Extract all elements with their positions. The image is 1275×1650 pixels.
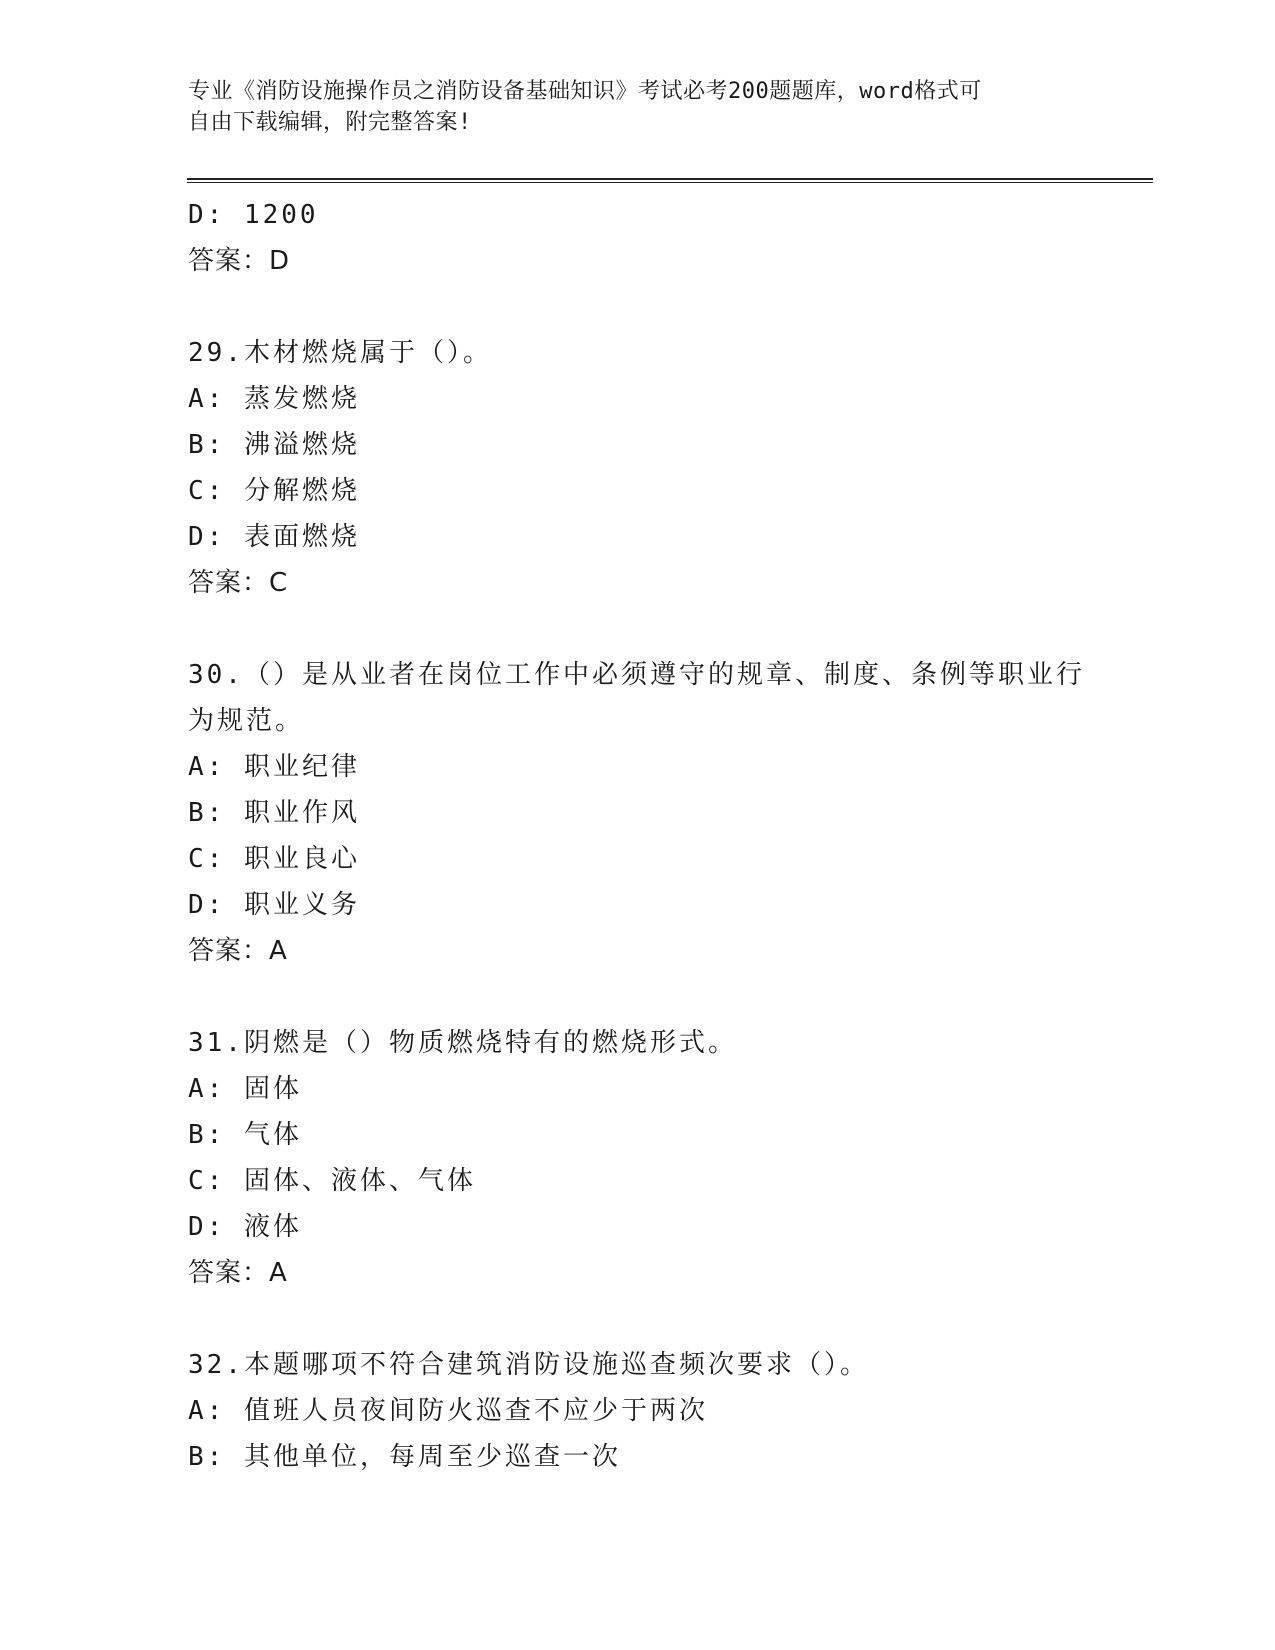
spacer bbox=[188, 1296, 1088, 1342]
option-c: C: 职业良心 bbox=[188, 844, 360, 874]
option-a: A: 固体 bbox=[188, 1074, 302, 1104]
spacer bbox=[188, 974, 1088, 1020]
option-d: D: 液体 bbox=[188, 1212, 302, 1242]
answer: 答案：A bbox=[188, 1258, 288, 1288]
prev-answer: 答案：D bbox=[188, 246, 291, 276]
option-b: B: 气体 bbox=[188, 1120, 302, 1150]
question-stem-line-2: 为规范。 bbox=[188, 706, 305, 736]
question-30 bbox=[188, 652, 1088, 974]
option-c: C: 固体、液体、气体 bbox=[188, 1166, 476, 1196]
option-d: D: 职业义务 bbox=[188, 890, 360, 920]
question-31 bbox=[188, 1020, 1088, 1296]
option-d: D: 表面燃烧 bbox=[188, 522, 360, 552]
question-stem-line-1: 30.（）是从业者在岗位工作中必须遵守的规章、制度、条例等职业行 bbox=[188, 660, 1085, 690]
option-a: A: 职业纪律 bbox=[188, 752, 360, 782]
question-list bbox=[188, 192, 1088, 1480]
option-a: A: 值班人员夜间防火巡查不应少于两次 bbox=[188, 1396, 708, 1426]
header-line-1: 专业《消防设施操作员之消防设备基础知识》考试必考200题题库，word格式可 bbox=[188, 79, 982, 104]
option-b: B: 其他单位，每周至少巡查一次 bbox=[188, 1442, 621, 1472]
spacer bbox=[188, 606, 1088, 652]
question-32 bbox=[188, 1342, 1088, 1480]
answer: 答案：C bbox=[188, 568, 289, 598]
header-line-2: 自由下载编辑，附完整答案! bbox=[188, 110, 472, 135]
question-29 bbox=[188, 330, 1088, 606]
spacer bbox=[188, 284, 1088, 330]
option-b: B: 职业作风 bbox=[188, 798, 360, 828]
document-header bbox=[188, 76, 1088, 138]
option-a: A: 蒸发燃烧 bbox=[188, 384, 360, 414]
option-c: C: 分解燃烧 bbox=[188, 476, 360, 506]
header-divider bbox=[187, 178, 1153, 183]
question-stem: 32.本题哪项不符合建筑消防设施巡查频次要求（）。 bbox=[188, 1350, 869, 1380]
answer: 答案：A bbox=[188, 936, 288, 966]
option-b: B: 沸溢燃烧 bbox=[188, 430, 360, 460]
prev-option-d: D: 1200 bbox=[188, 200, 319, 230]
question-stem: 29.木材燃烧属于（）。 bbox=[188, 338, 492, 368]
question-stem: 31.阴燃是（）物质燃烧特有的燃烧形式。 bbox=[188, 1028, 737, 1058]
